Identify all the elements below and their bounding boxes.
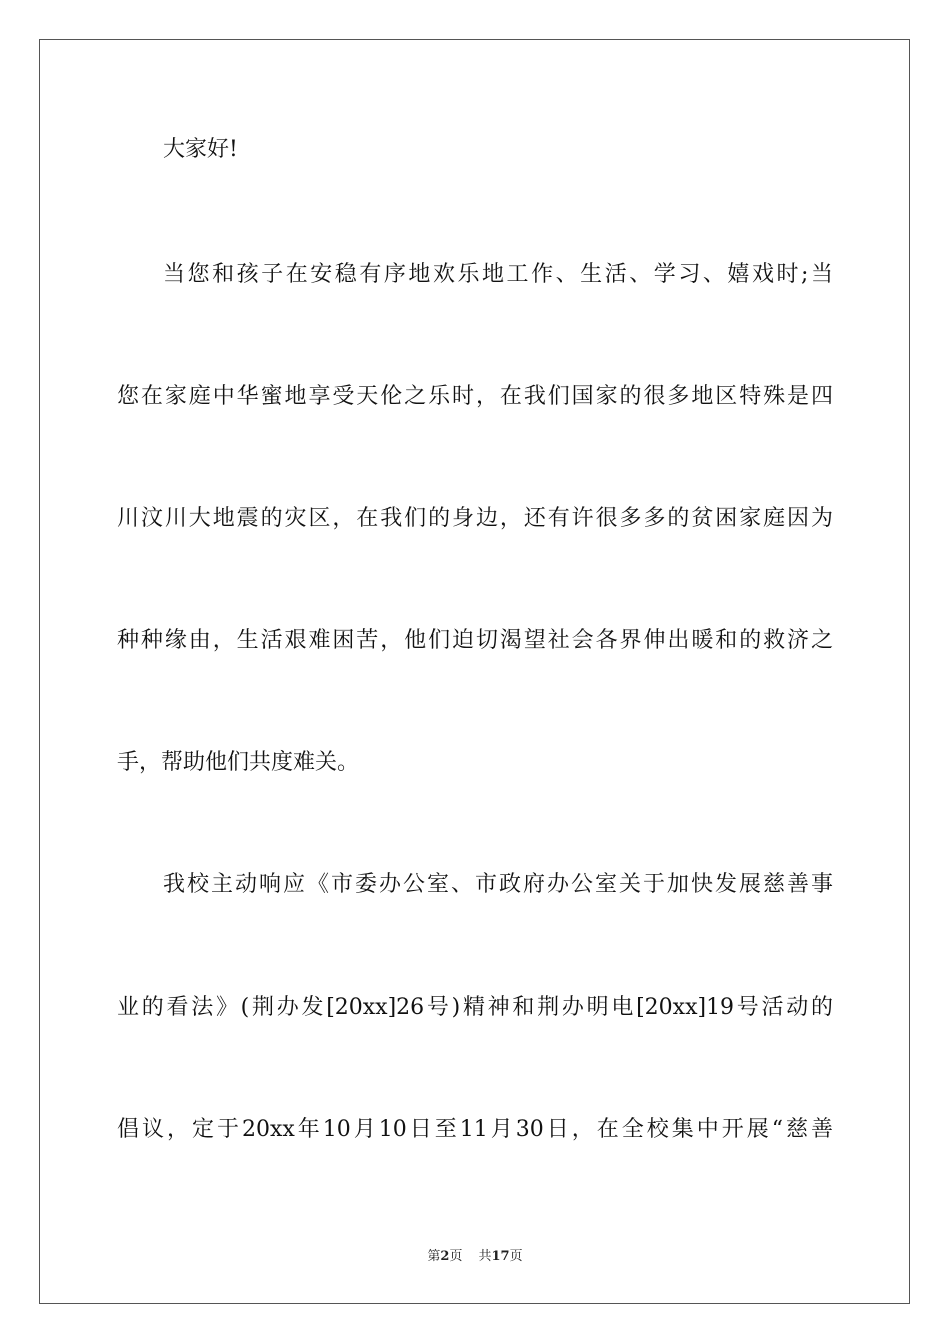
total-suffix: 页 [509, 1249, 523, 1264]
page-footer [0, 1248, 950, 1266]
page-current: 2 [440, 1249, 450, 1264]
paragraph-line: 川汶川大地震的灾区，在我们的身边，还有许很多多的贫困家庭因为 [117, 506, 833, 531]
paragraph-line: 业的看法》(荆办发[20xx]26号)精神和荆办明电[20xx]19号活动的 [117, 995, 833, 1020]
page-prefix: 第 [427, 1249, 441, 1264]
paragraph-line: 当您和孩子在安稳有序地欢乐地工作、生活、学习、嬉戏时;当 [163, 262, 833, 287]
total-prefix: 共 [478, 1249, 492, 1264]
page-suffix: 页 [449, 1249, 463, 1264]
paragraph-greeting: 大家好! [163, 137, 238, 162]
page-total: 17 [491, 1249, 510, 1264]
paragraph-line: 您在家庭中华蜜地享受天伦之乐时，在我们国家的很多地区特殊是四 [117, 384, 833, 409]
paragraph-line: 我校主动响应《市委办公室、市政府办公室关于加快发展慈善事 [163, 872, 833, 897]
paragraph-line: 倡议，定于20xx年10月10日至11月30日，在全校集中开展“慈善 [117, 1117, 833, 1142]
paragraph-line: 手，帮助他们共度难关。 [117, 750, 360, 775]
paragraph-line: 种种缘由，生活艰难困苦，他们迫切渴望社会各界伸出暖和的救济之 [117, 628, 833, 653]
